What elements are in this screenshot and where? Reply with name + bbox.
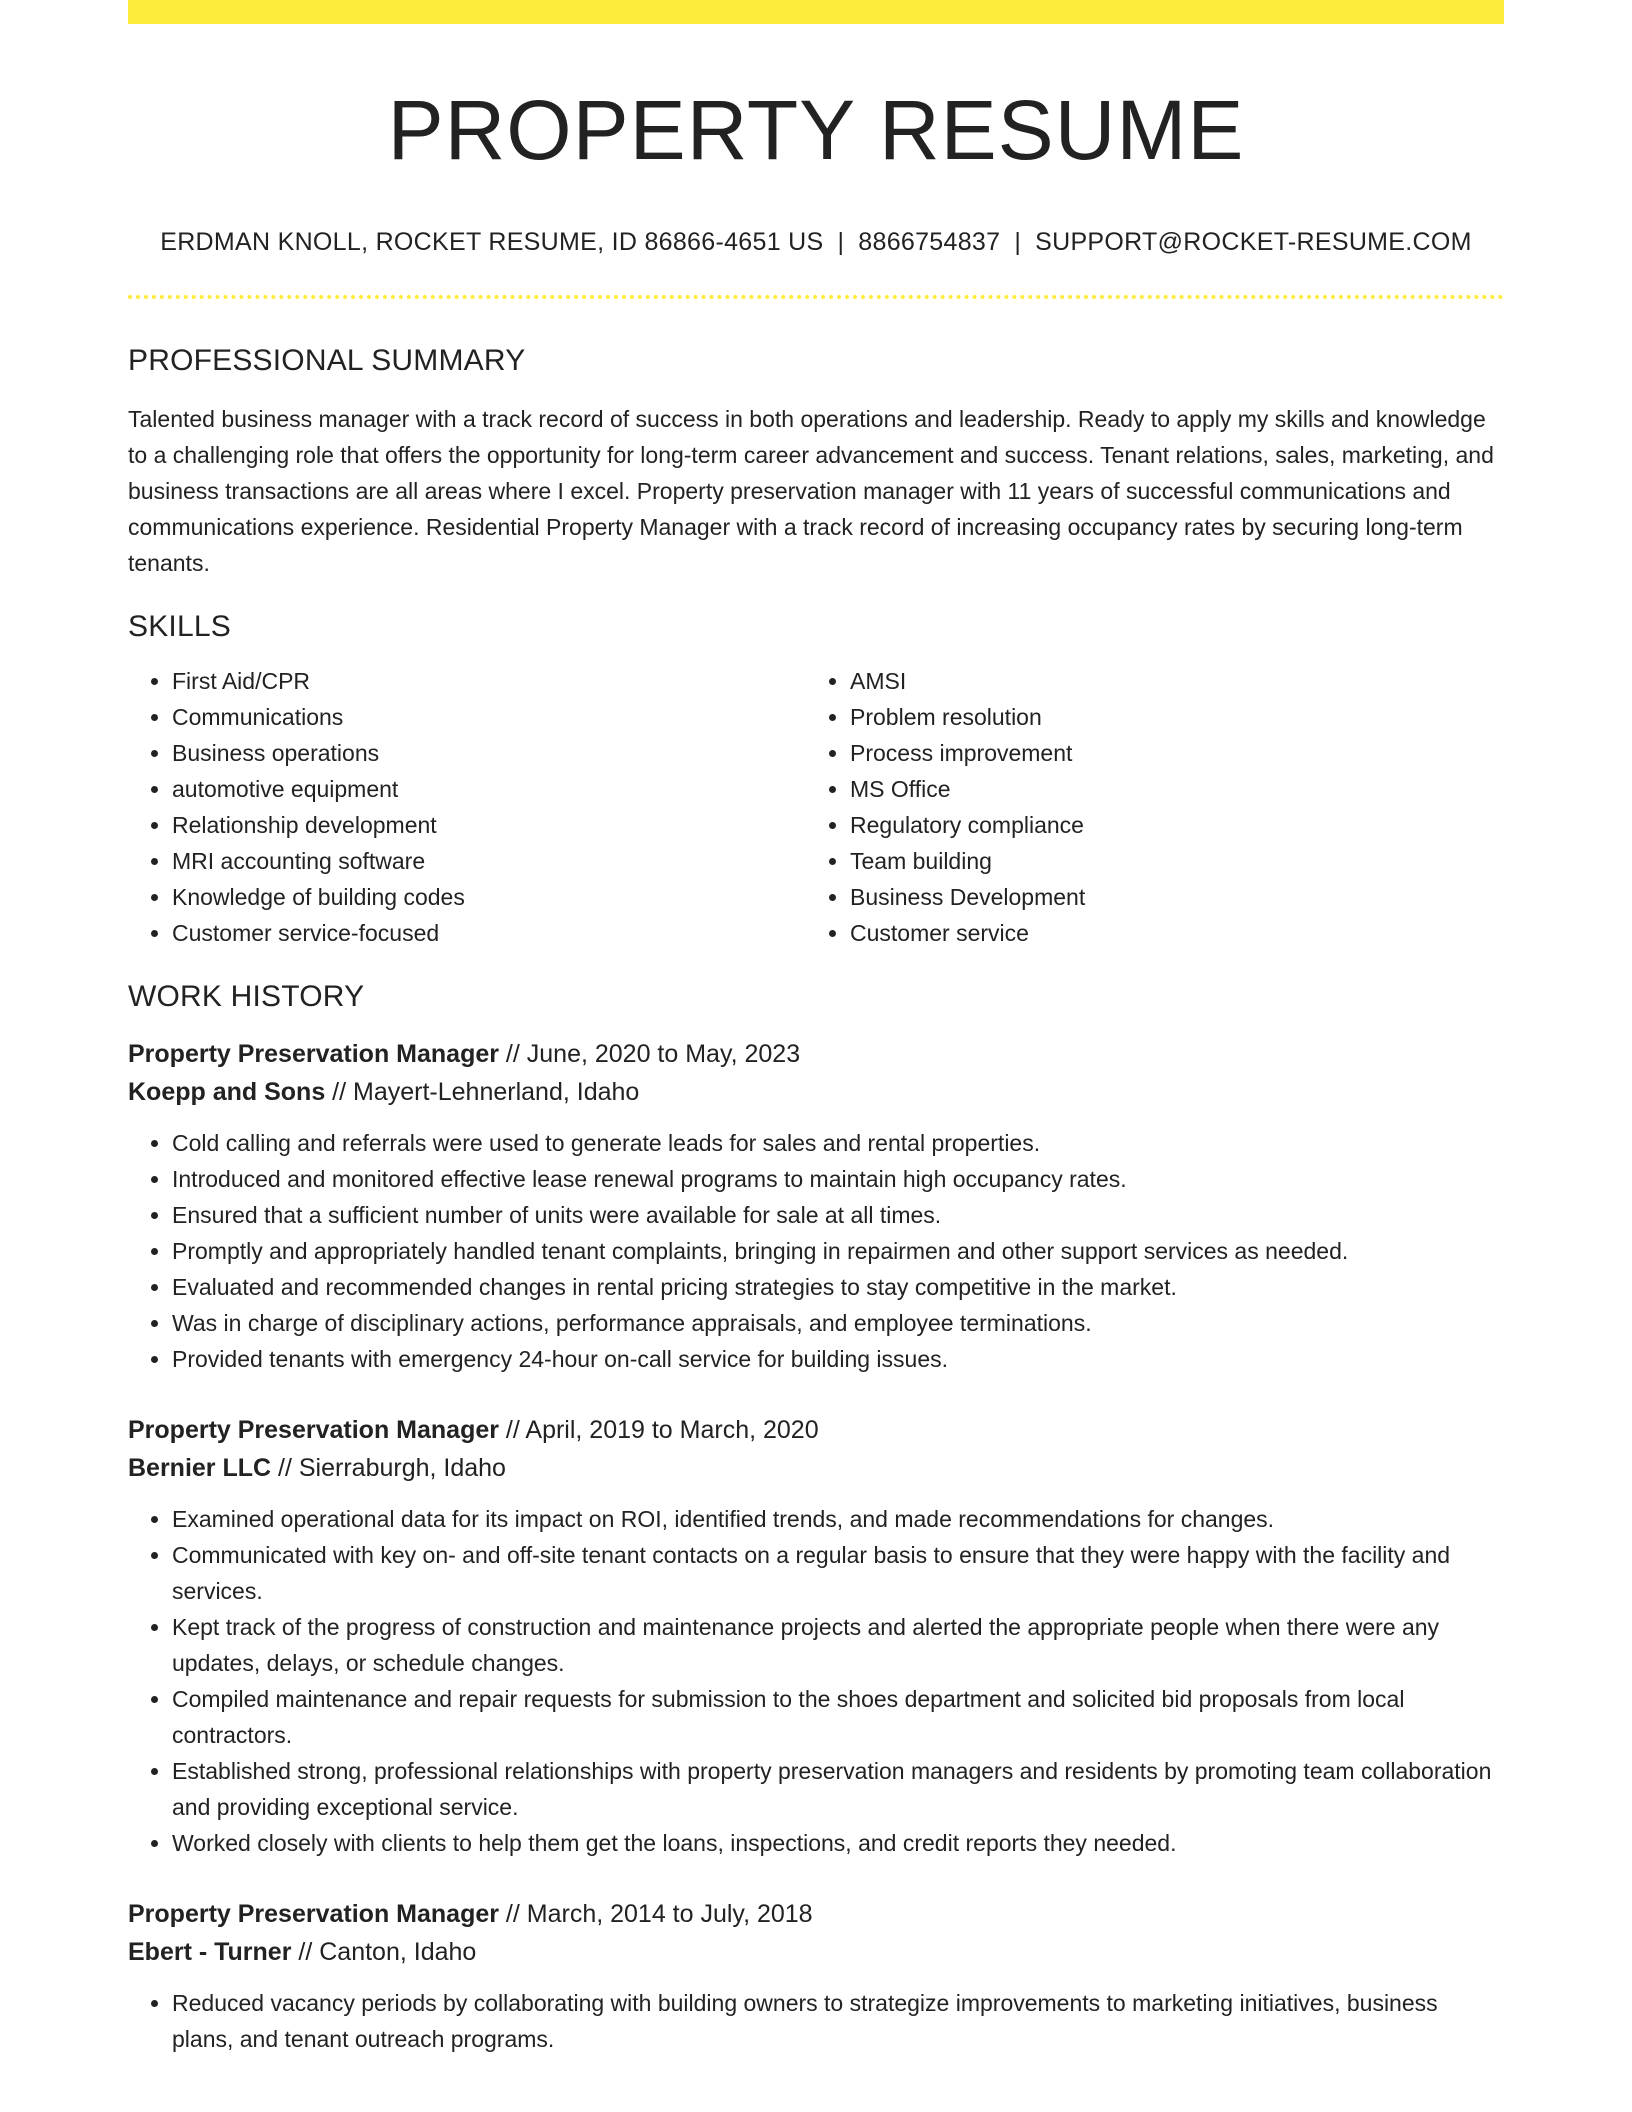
skill-item: • automotive equipment (172, 771, 806, 807)
skill-item: • Communications (172, 699, 806, 735)
job-bullet: • Compiled maintenance and repair requests for submission to the shoes department and solicited bid proposals from local contractors. (172, 1681, 1504, 1753)
job-bullet: • Kept track of the progress of construction and maintenance projects and alerted the appropriate people when there were any updates, delays, or schedule changes. (172, 1609, 1504, 1681)
job-bullet: • Reduced vacancy periods by collaborating with building owners to strategize improvements to marketing initiatives, business plans, and tenant outreach programs. (172, 1985, 1504, 2057)
job-company: Ebert - Turner (128, 1938, 292, 1967)
skill-item: • Relationship development (172, 807, 806, 843)
dotted-divider (128, 295, 1504, 299)
job-entry (128, 1035, 1504, 1377)
job-company: Koepp and Sons (128, 1078, 326, 1107)
contact-separator: | (1014, 228, 1022, 257)
skill-item: • Customer service-focused (172, 915, 806, 951)
skill-item: • MS Office (850, 771, 1484, 807)
resume-page (128, 0, 1504, 2057)
job-title-line (128, 1411, 1504, 1449)
skill-item: • Process improvement (850, 735, 1484, 771)
job-bullet: • Worked closely with clients to help them get the loans, inspections, and credit reports they needed. (172, 1825, 1504, 1861)
job-bullet: • Cold calling and referrals were used to generate leads for sales and rental properties. (172, 1125, 1504, 1161)
job-title: Property Preservation Manager (128, 1040, 499, 1069)
job-title-line (128, 1035, 1504, 1073)
job-dates: // March, 2014 to July, 2018 (498, 1900, 813, 1929)
job-company-line (128, 1933, 1504, 1971)
job-entry (128, 1411, 1504, 1861)
job-entry (128, 1895, 1504, 2057)
contact-separator: | (837, 228, 845, 257)
skills-right-column (806, 663, 1484, 951)
skill-item: • Business Development (850, 879, 1484, 915)
job-company: Bernier LLC (128, 1454, 272, 1483)
job-bullet: • Evaluated and recommended changes in rental pricing strategies to stay competitive in the market. (172, 1269, 1504, 1305)
skill-item: • Team building (850, 843, 1484, 879)
skill-item: • AMSI (850, 663, 1484, 699)
job-dates: // June, 2020 to May, 2023 (498, 1040, 801, 1069)
skill-item: • Problem resolution (850, 699, 1484, 735)
accent-top-bar (128, 0, 1504, 24)
job-location: // Mayert-Lehnerland, Idaho (325, 1078, 640, 1107)
work-history-heading: WORK HISTORY (128, 980, 365, 1014)
resume-title: PROPERTY RESUME (387, 83, 1245, 177)
job-bullet: • Examined operational data for its impact on ROI, identified trends, and made recommendations for changes. (172, 1501, 1504, 1537)
skill-item: • First Aid/CPR (172, 663, 806, 699)
job-bullet: • Was in charge of disciplinary actions, performance appraisals, and employee terminations. (172, 1305, 1504, 1341)
job-company-line (128, 1449, 1504, 1487)
job-bullet: • Introduced and monitored effective lease renewal programs to maintain high occupancy rates. (172, 1161, 1504, 1197)
job-bullets (128, 1125, 1504, 1377)
skill-item: • Customer service (850, 915, 1484, 951)
job-bullet: • Provided tenants with emergency 24-hour on-call service for building issues. (172, 1341, 1504, 1377)
contact-email: SUPPORT@ROCKET-RESUME.COM (1035, 228, 1472, 257)
skills-left-column (128, 663, 806, 951)
skill-item: • Business operations (172, 735, 806, 771)
contact-address: ERDMAN KNOLL, ROCKET RESUME, ID 86866-4651 US (160, 228, 824, 257)
contact-phone: 8866754837 (858, 228, 1001, 257)
job-bullet: • Promptly and appropriately handled tenant complaints, bringing in repairmen and other support services as needed. (172, 1233, 1504, 1269)
job-location: // Canton, Idaho (291, 1938, 477, 1967)
job-dates: // April, 2019 to March, 2020 (498, 1416, 819, 1445)
work-history-list (128, 1035, 1504, 2057)
skills-list (128, 663, 1504, 951)
summary-heading: PROFESSIONAL SUMMARY (128, 344, 526, 378)
job-bullet: • Ensured that a sufficient number of units were available for sale at all times. (172, 1197, 1504, 1233)
skill-item: • Knowledge of building codes (172, 879, 806, 915)
skills-heading: SKILLS (128, 610, 231, 644)
job-title: Property Preservation Manager (128, 1900, 499, 1929)
job-title: Property Preservation Manager (128, 1416, 499, 1445)
skill-item: • Regulatory compliance (850, 807, 1484, 843)
job-company-line (128, 1073, 1504, 1111)
job-bullets (128, 1501, 1504, 1861)
job-bullets (128, 1985, 1504, 2057)
skill-item: • MRI accounting software (172, 843, 806, 879)
job-location: // Sierraburgh, Idaho (271, 1454, 506, 1483)
job-bullet: • Established strong, professional relationships with property preservation managers and residents by promoting team collaboration and providing exceptional service. (172, 1753, 1504, 1825)
job-title-line (128, 1895, 1504, 1933)
summary-text: Talented business manager with a track record of success in both operations and leadership. Ready to apply my skills and knowledge to a challenging role that offers the opportunity for long-term career advancement and success. Tenant relations, sales, marketing, and business transactions are all areas where I excel. Property preservation manager with 11 years of successful communications and communications experience. Residential Property Manager with a track record of increasing occupancy rates by securing long-term tenants. (128, 406, 1494, 577)
contact-line (128, 228, 1504, 257)
job-bullet: • Communicated with key on- and off-site tenant contacts on a regular basis to ensure that they were happy with the facility and services. (172, 1537, 1504, 1609)
